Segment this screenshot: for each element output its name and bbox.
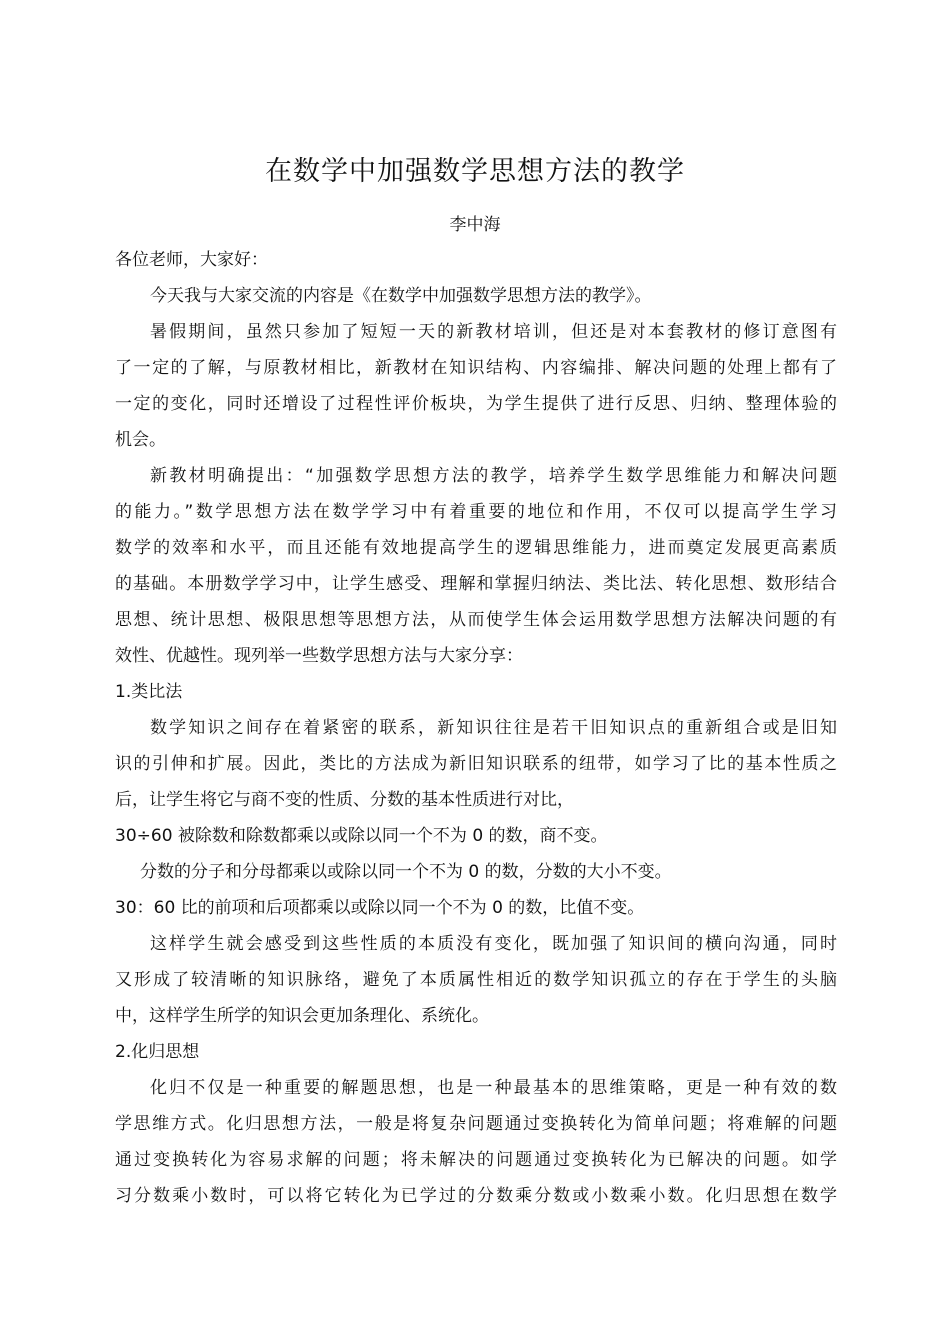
paragraph-line: 数学的效率和水平，而且还能有效地提高学生的逻辑思维能力，进而奠定发展更高素质 (115, 538, 837, 558)
section-heading: 1.类比法 (115, 682, 183, 702)
salutation-line: 各位老师，大家好： (115, 250, 268, 270)
example-line: 分数的分子和分母都乘以或除以同一个不为 0 的数，分数的大小不变。 (140, 862, 672, 882)
paragraph-line: 今天我与大家交流的内容是《在数学中加强数学思想方法的教学》。 (150, 286, 652, 306)
document-author: 李中海 (449, 215, 501, 235)
paragraph-line: 数学知识之间存在着紧密的联系，新知识往往是若干旧知识点的重新组合或是旧知 (150, 718, 837, 738)
paragraph-line: 识的引伸和扩展。因此，类比的方法成为新旧知识联系的纽带，如学习了比的基本性质之 (115, 754, 837, 774)
example-line: 30÷60 被除数和除数都乘以或除以同一个不为 0 的数，商不变。 (115, 826, 608, 846)
example-line: 30：60 比的前项和后项都乘以或除以同一个不为 0 的数，比值不变。 (115, 898, 645, 918)
section-heading: 2.化归思想 (115, 1042, 200, 1062)
paragraph-line: 了一定的了解，与原教材相比，新教材在知识结构、内容编排、解决问题的处理上都有了 (115, 358, 837, 378)
paragraph-line: 思想、统计思想、极限思想等思想方法，从而使学生体会运用数学思想方法解决问题的有 (115, 610, 837, 630)
paragraph-line: 中，这样学生所学的知识会更加条理化、系统化。 (115, 1006, 489, 1026)
paragraph-line: 化归不仅是一种重要的解题思想，也是一种最基本的思维策略，更是一种有效的数 (150, 1078, 837, 1098)
paragraph-line: 暑假期间，虽然只参加了短短一天的新教材培训，但还是对本套教材的修订意图有 (150, 322, 837, 342)
paragraph-line: 又形成了较清晰的知识脉络，避免了本质属性相近的数学知识孤立的存在于学生的头脑 (115, 970, 837, 990)
paragraph-line: 学思维方式。化归思想方法，一般是将复杂问题通过变换转化为简单问题；将难解的问题 (115, 1114, 837, 1134)
paragraph-line: 的能力。”数学思想方法在数学学习中有着重要的地位和作用，不仅可以提高学生学习 (115, 502, 837, 522)
paragraph-line: 的基础。本册数学学习中，让学生感受、理解和掌握归纳法、类比法、转化思想、数形结合 (115, 574, 837, 594)
paragraph-line: 新教材明确提出：“加强数学思想方法的教学，培养学生数学思维能力和解决问题 (150, 466, 837, 486)
paragraph-line: 效性、优越性。现列举一些数学思想方法与大家分享： (115, 646, 523, 666)
paragraph-line: 习分数乘小数时，可以将它转化为已学过的分数乘分数或小数乘小数。化归思想在数学 (115, 1186, 837, 1206)
paragraph-line: 一定的变化，同时还增设了过程性评价板块，为学生提供了进行反思、归纳、整理体验的 (115, 394, 837, 414)
document-title: 在数学中加强数学思想方法的教学 (265, 156, 685, 187)
paragraph-line: 通过变换转化为容易求解的问题；将未解决的问题通过变换转化为已解决的问题。如学 (115, 1150, 837, 1170)
paragraph-line: 机会。 (115, 430, 166, 450)
paragraph-line: 后，让学生将它与商不变的性质、分数的基本性质进行对比， (115, 790, 574, 810)
paragraph-line: 这样学生就会感受到这些性质的本质没有变化，既加强了知识间的横向沟通，同时 (150, 934, 837, 954)
